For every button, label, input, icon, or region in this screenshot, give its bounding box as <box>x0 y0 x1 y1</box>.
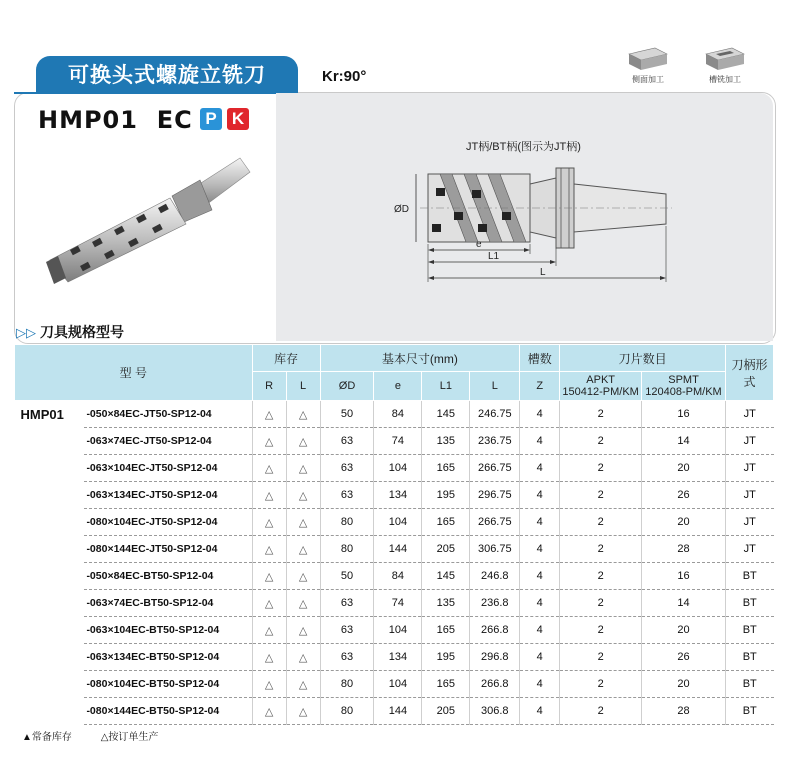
cell-model: -063×134EC-BT50-SP12-04 <box>84 644 252 671</box>
cell-spmt: 14 <box>642 428 726 455</box>
legend-order: △按订单生产 <box>100 732 159 743</box>
cell-d: 63 <box>320 644 374 671</box>
cell-apkt: 2 <box>560 536 642 563</box>
cell-apkt: 2 <box>560 509 642 536</box>
header-spmt-name: SPMT <box>668 374 699 386</box>
cell-model: -063×74EC-BT50-SP12-04 <box>84 590 252 617</box>
cell-shank: BT <box>725 644 773 671</box>
cell-l1: 205 <box>422 698 470 725</box>
label-l: L <box>540 267 546 278</box>
cell-l: 236.75 <box>470 428 520 455</box>
cell-z: 4 <box>520 401 560 428</box>
cell-spmt: 28 <box>642 698 726 725</box>
cell-z: 4 <box>520 671 560 698</box>
cell-r: △ <box>252 455 286 482</box>
material-badge-p: P <box>200 108 222 130</box>
cell-shank: BT <box>725 698 773 725</box>
cell-l-stock: △ <box>286 428 320 455</box>
slot-milling-icon <box>702 44 748 72</box>
header-z: Z <box>520 372 560 401</box>
header-stock-r: R <box>252 372 286 401</box>
cell-r: △ <box>252 698 286 725</box>
header-l1: L1 <box>422 372 470 401</box>
cell-l-stock: △ <box>286 698 320 725</box>
cell-shank: BT <box>725 563 773 590</box>
cell-model: -063×134EC-JT50-SP12-04 <box>84 482 252 509</box>
cell-spmt: 20 <box>642 671 726 698</box>
cell-z: 4 <box>520 455 560 482</box>
cell-z: 4 <box>520 617 560 644</box>
table-row <box>15 563 774 590</box>
cell-d: 63 <box>320 482 374 509</box>
cell-model: -063×74EC-JT50-SP12-04 <box>84 428 252 455</box>
cell-d: 63 <box>320 455 374 482</box>
cell-e: 104 <box>374 455 422 482</box>
cell-spmt: 26 <box>642 482 726 509</box>
cell-l-stock: △ <box>286 401 320 428</box>
label-l1: L1 <box>488 251 500 262</box>
cell-l: 236.8 <box>470 590 520 617</box>
cell-model: -080×104EC-BT50-SP12-04 <box>84 671 252 698</box>
cell-z: 4 <box>520 644 560 671</box>
spec-heading <box>16 322 124 342</box>
cell-r: △ <box>252 509 286 536</box>
cell-e: 134 <box>374 482 422 509</box>
table-row <box>15 698 774 725</box>
table-row <box>15 428 774 455</box>
table-row <box>15 671 774 698</box>
cell-shank: JT <box>725 509 773 536</box>
cell-r: △ <box>252 617 286 644</box>
side-milling-chip <box>618 44 678 85</box>
cell-spmt: 16 <box>642 401 726 428</box>
cell-apkt: 2 <box>560 698 642 725</box>
cell-z: 4 <box>520 698 560 725</box>
cell-e: 74 <box>374 590 422 617</box>
cell-apkt: 2 <box>560 617 642 644</box>
header-e: e <box>374 372 422 401</box>
cell-e: 104 <box>374 617 422 644</box>
cell-r: △ <box>252 482 286 509</box>
cell-l: 266.75 <box>470 455 520 482</box>
cell-spmt: 20 <box>642 509 726 536</box>
cell-l: 296.8 <box>470 644 520 671</box>
cell-l-stock: △ <box>286 455 320 482</box>
cell-d: 50 <box>320 401 374 428</box>
cell-d: 63 <box>320 428 374 455</box>
header-stock: 库存 <box>252 345 320 372</box>
product-title <box>38 106 193 134</box>
slot-milling-chip <box>695 44 755 85</box>
table-row <box>15 590 774 617</box>
header-shank: 刀柄形式 <box>725 345 773 401</box>
cell-e: 134 <box>374 644 422 671</box>
cell-model: -063×104EC-BT50-SP12-04 <box>84 617 252 644</box>
table-row <box>15 509 774 536</box>
cell-apkt: 2 <box>560 590 642 617</box>
legend-stock: ▲常备库存 <box>22 732 72 743</box>
header-spmt-code: 120408-PM/KM <box>645 386 722 398</box>
cell-d: 63 <box>320 590 374 617</box>
cell-e: 104 <box>374 509 422 536</box>
label-d: ØD <box>394 204 409 215</box>
cell-l-stock: △ <box>286 536 320 563</box>
cell-z: 4 <box>520 563 560 590</box>
cell-e: 144 <box>374 536 422 563</box>
cell-d: 80 <box>320 698 374 725</box>
tool-dimension-drawing <box>380 132 680 292</box>
cell-shank: JT <box>725 455 773 482</box>
cell-l1: 165 <box>422 671 470 698</box>
tool-photo <box>40 150 260 290</box>
slot-milling-label: 槽铣加工 <box>709 75 741 84</box>
legend <box>22 728 184 743</box>
cell-shank: JT <box>725 482 773 509</box>
cell-l-stock: △ <box>286 644 320 671</box>
cell-spmt: 26 <box>642 644 726 671</box>
cell-l1: 165 <box>422 617 470 644</box>
cell-r: △ <box>252 428 286 455</box>
cell-r: △ <box>252 671 286 698</box>
header-dims: 基本尺寸(mm) <box>320 345 520 372</box>
cell-l1: 205 <box>422 536 470 563</box>
cell-l-stock: △ <box>286 590 320 617</box>
cell-l: 246.8 <box>470 563 520 590</box>
cell-l1: 165 <box>422 509 470 536</box>
cell-l1: 195 <box>422 644 470 671</box>
cell-model: -050×84EC-BT50-SP12-04 <box>84 563 252 590</box>
cell-model: -063×104EC-JT50-SP12-04 <box>84 455 252 482</box>
cell-spmt: 28 <box>642 536 726 563</box>
cell-model: -080×144EC-JT50-SP12-04 <box>84 536 252 563</box>
table-row <box>15 644 774 671</box>
table-row <box>15 617 774 644</box>
header-apkt-name: APKT <box>586 374 615 386</box>
cell-l-stock: △ <box>286 563 320 590</box>
cell-model: -050×84EC-JT50-SP12-04 <box>84 401 252 428</box>
cell-l: 266.75 <box>470 509 520 536</box>
header-d: ØD <box>320 372 374 401</box>
header-stock-l: L <box>286 372 320 401</box>
cell-apkt: 2 <box>560 644 642 671</box>
cell-apkt: 2 <box>560 482 642 509</box>
cell-l-stock: △ <box>286 671 320 698</box>
cell-apkt: 2 <box>560 455 642 482</box>
header-apkt-code: 150412-PM/KM <box>562 386 639 398</box>
spec-heading-text: 刀具规格型号 <box>40 324 124 340</box>
cell-l-stock: △ <box>286 617 320 644</box>
cell-l: 266.8 <box>470 617 520 644</box>
cell-l: 296.75 <box>470 482 520 509</box>
spec-table-body <box>15 401 774 725</box>
cell-shank: BT <box>725 671 773 698</box>
cell-r: △ <box>252 401 286 428</box>
header-model: 型 号 <box>15 345 253 401</box>
product-name: HMP01 <box>38 106 138 134</box>
cell-apkt: 2 <box>560 428 642 455</box>
cell-d: 80 <box>320 671 374 698</box>
table-row <box>15 536 774 563</box>
cell-shank: BT <box>725 590 773 617</box>
cell-spmt: 20 <box>642 455 726 482</box>
cell-e: 74 <box>374 428 422 455</box>
series-name: HMP01 <box>20 407 64 422</box>
cell-apkt: 2 <box>560 671 642 698</box>
cell-l-stock: △ <box>286 482 320 509</box>
table-row <box>15 401 774 428</box>
cell-spmt: 20 <box>642 617 726 644</box>
double-chevron-icon: ▷▷ <box>16 325 36 340</box>
header-apkt <box>560 372 642 401</box>
cell-l: 266.8 <box>470 671 520 698</box>
cell-apkt: 2 <box>560 563 642 590</box>
cell-l1: 135 <box>422 590 470 617</box>
cell-z: 4 <box>520 482 560 509</box>
cell-e: 84 <box>374 401 422 428</box>
cell-l: 306.8 <box>470 698 520 725</box>
cell-r: △ <box>252 536 286 563</box>
cell-apkt: 2 <box>560 401 642 428</box>
cell-model: -080×144EC-BT50-SP12-04 <box>84 698 252 725</box>
table-row <box>15 482 774 509</box>
cell-model: -080×104EC-JT50-SP12-04 <box>84 509 252 536</box>
cell-shank: BT <box>725 617 773 644</box>
cell-spmt: 16 <box>642 563 726 590</box>
cell-r: △ <box>252 563 286 590</box>
cell-z: 4 <box>520 509 560 536</box>
header-spmt <box>642 372 726 401</box>
header-flutes: 槽数 <box>520 345 560 372</box>
cell-l: 246.75 <box>470 401 520 428</box>
header-l: L <box>470 372 520 401</box>
side-milling-icon <box>625 44 671 72</box>
header-inserts: 刀片数目 <box>560 345 726 372</box>
cell-spmt: 14 <box>642 590 726 617</box>
cell-l1: 145 <box>422 401 470 428</box>
cell-e: 84 <box>374 563 422 590</box>
spec-table <box>14 344 774 725</box>
cell-shank: JT <box>725 401 773 428</box>
cell-shank: JT <box>725 428 773 455</box>
title-underline <box>14 92 298 94</box>
drawing-caption: JT柄/BT柄(图示为JT柄) <box>466 141 581 153</box>
cell-l1: 135 <box>422 428 470 455</box>
cell-l1: 165 <box>422 455 470 482</box>
side-milling-label: 侧面加工 <box>632 75 664 84</box>
cell-d: 50 <box>320 563 374 590</box>
cell-l1: 145 <box>422 563 470 590</box>
cell-d: 80 <box>320 509 374 536</box>
cell-d: 80 <box>320 536 374 563</box>
cell-l1: 195 <box>422 482 470 509</box>
material-badge-k: K <box>227 108 249 130</box>
cell-z: 4 <box>520 536 560 563</box>
cell-d: 63 <box>320 617 374 644</box>
cell-z: 4 <box>520 428 560 455</box>
cell-e: 104 <box>374 671 422 698</box>
catalog-title: 可换头式螺旋立铣刀 <box>36 56 298 94</box>
cell-e: 144 <box>374 698 422 725</box>
cell-z: 4 <box>520 590 560 617</box>
label-e: e <box>476 239 482 250</box>
table-row <box>15 455 774 482</box>
cell-l-stock: △ <box>286 509 320 536</box>
cell-shank: JT <box>725 536 773 563</box>
cell-r: △ <box>252 644 286 671</box>
cell-r: △ <box>252 590 286 617</box>
product-suffix: EC <box>156 106 193 134</box>
cell-l: 306.75 <box>470 536 520 563</box>
kr-angle: Kr:90° <box>322 68 367 85</box>
